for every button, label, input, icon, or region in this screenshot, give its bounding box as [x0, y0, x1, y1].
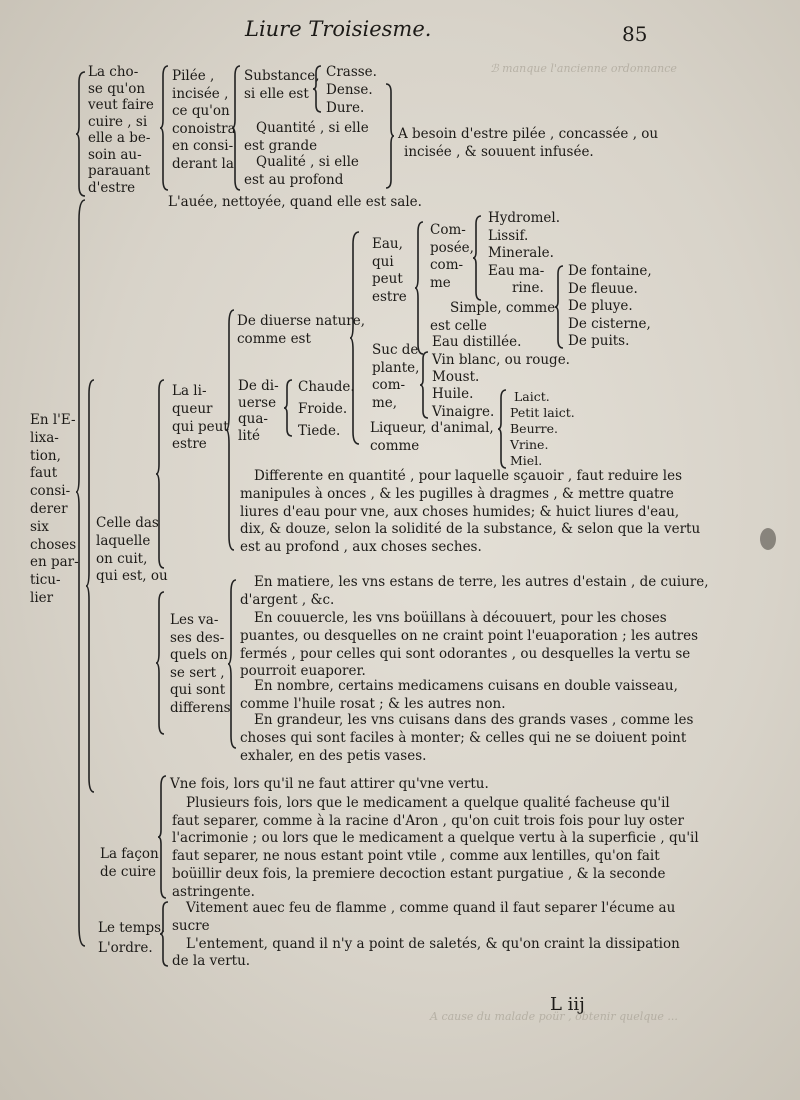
quantity-paragraph: Differente en quantité , pour laquelle sçauoir , faut reduire les manipules à onces , & les pugilles à dragmes , & mettre quatre liures d'eau pour vne, aux choses humides; & huict liures d'eau, dix, & douze, selon la solidité de la substance, & selon que la vertu est au profond , aux choses seches.: [240, 468, 701, 556]
brace-criteria: [232, 66, 241, 190]
brace-animal: [498, 390, 507, 468]
brace-liqueur: [156, 380, 165, 568]
compound-items: Hydromel. Lissif. Minerale. Eau ma- rine.: [488, 210, 561, 297]
brace-composee: [473, 216, 482, 300]
vessel-couvercle: En couuercle, les vns boüillans à découuert, pour les choses puantes, ou desquelles on ne craint point l'euaporation ; les autres fermés , pour celles qui sont odorantes , ou desquelles la vertu se pourroit euaporer.: [240, 610, 699, 680]
facon-label: La façon de cuire: [100, 846, 159, 880]
animal-label: Liqueur, d'animal, comme: [370, 420, 494, 454]
composee-label: Com- posée, com- me: [430, 222, 474, 291]
brace-result: [385, 84, 394, 188]
subject-label: La cho- se qu'on veut faire cuire , si elle a be- soin au- parauant d'estre: [88, 64, 154, 196]
bleed-through-text: ℬ manque l'ancienne ordonnance: [490, 62, 677, 75]
suc-items: Vin blanc, ou rouge. Moust. Huile. Vinaigre.: [432, 352, 570, 420]
liqueur-label: La li- queur qui peut estre: [172, 383, 229, 453]
brace-sources: [555, 266, 564, 348]
lauee-text: L'auée, nettoyée, quand elle est sale.: [168, 194, 422, 210]
brace-eau: [415, 222, 424, 354]
brace-celle: [86, 380, 95, 792]
qualities-list: Crasse. Dense. Dure.: [326, 64, 377, 116]
simple-label: Simple, comme est celle: [430, 300, 556, 334]
pilee-label: Pilée , incisée , ce qu'on conoistra en consi- derant la: [172, 68, 236, 172]
eau-label: Eau, qui peut estre: [372, 236, 407, 305]
vessel-matiere: En matiere, les vns estans de terre, les autres d'estain , de cuiure, d'argent , &c.: [240, 574, 709, 608]
eau-distillee: Eau distillée.: [432, 334, 522, 350]
vessels-label: Les va- ses des- quels on se sert , qui sont differens: [170, 612, 231, 716]
substance-label: Substance, si elle est: [244, 68, 320, 102]
brace-qualities: [313, 66, 322, 112]
facon-multiple: Plusieurs fois, lors que le medicament a quelque qualité facheuse qu'il faut separer, comme à la racine d'Aron , qu'on cuit trois fois pour luy oster l'acrimonie ; ou lors que le medicament a quelque vertu à la superficie , qu'il faut separer, ne nous estant point vtile , comme aux lentilles, qu'on fait boüillir deux fois, la premiere decoction estant purgatiue , & la seconde astringente.: [172, 795, 699, 900]
ink-stain: [760, 528, 776, 550]
temps-ordre-labels: Le temps. L'ordre.: [98, 920, 166, 956]
brace-facon: [158, 776, 167, 898]
qualite-label: Qualité , si elle est au profond: [244, 154, 359, 188]
temps-ordre-lines: Vitement auec feu de flamme , comme quand il faut separer l'écume au sucre L'entement, quand il n'y a point de saletés, & qu'on craint la dissipation de la vertu.: [172, 900, 680, 970]
vessel-intro: Celle das laquelle on cuit, qui est, ou: [96, 515, 168, 585]
temperature-label: De di- uerse qua- lité: [238, 378, 279, 444]
brace-pilee: [160, 66, 169, 190]
signature-mark: L iij: [550, 994, 585, 1015]
vessel-grandeur: En grandeur, les vns cuisans dans des grands vases , comme les choses qui sont faciles à monter; & celles qui ne se doiuent point exhaler, en des petis vases.: [240, 712, 694, 764]
page-number: 85: [622, 22, 648, 46]
animal-items: Laict. Petit laict. Beurre. Vrine. Miel.: [510, 389, 575, 468]
temperature-list: Chaude. Froide. Tiede.: [298, 379, 355, 439]
quantite-label: Quantité , si elle est grande: [244, 120, 369, 154]
main-label: En l'E- lixa- tion, faut consi- derer six choses en par- ticu- lier: [30, 412, 79, 606]
brace-vessel-kinds: [228, 580, 237, 748]
brace-main-upper: [76, 72, 86, 196]
vessel-nombre: En nombre, certains medicamens cuisans en double vaisseau, comme l'huile rosat ; & les autres non.: [240, 678, 678, 712]
facon-once: Vne fois, lors qu'il ne faut attirer qu'vne vertu.: [170, 776, 489, 792]
nature-label: De diuerse nature, comme est: [237, 313, 366, 347]
brace-temperature: [284, 380, 293, 436]
brace-suc: [420, 352, 429, 418]
running-title: Liure Troisiesme.: [245, 17, 432, 41]
bleed-through-text: A cause du malade poür , obtenir quelque ...: [430, 1010, 678, 1023]
brace-vessels: [156, 592, 165, 734]
result-text: A besoin d'estre pilée , concassée , ou incisée , & souuent infusée.: [398, 126, 659, 160]
suc-label: Suc de plante, com- me,: [372, 342, 420, 411]
brace-temps-ordre: [160, 902, 169, 966]
brace-liqueur-types: [226, 310, 235, 550]
water-sources: De fontaine, De fleuue. De pluye. De cisterne, De puits.: [568, 263, 652, 349]
